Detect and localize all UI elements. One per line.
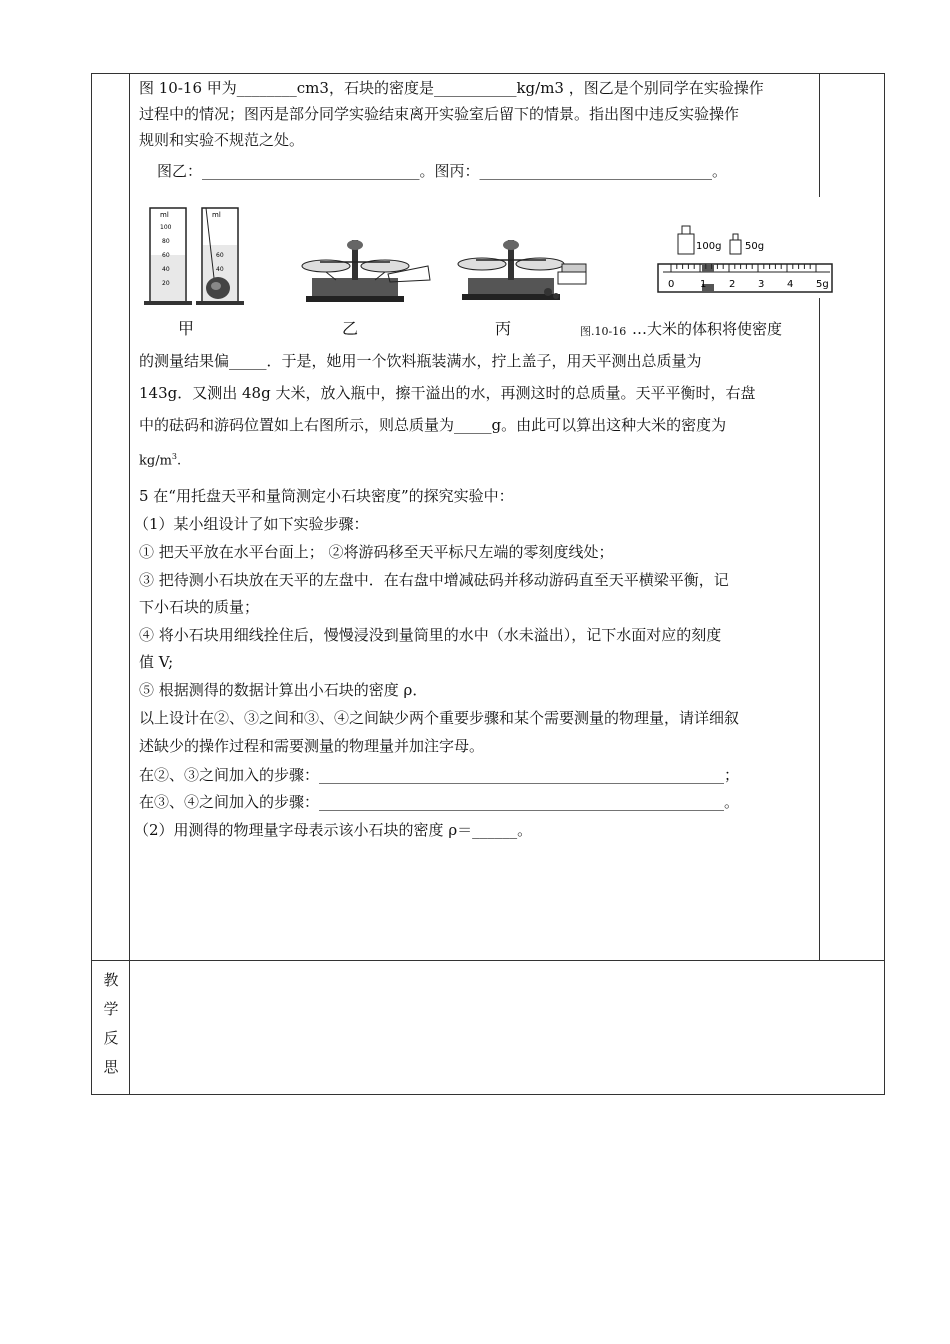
question5-blank-1: 在②、③之间加入的步骤：______________________________________________________； — [139, 766, 740, 784]
weight-50g-label: 50g — [745, 241, 765, 252]
table-bottom-border — [91, 1094, 885, 1095]
question5-step-3a: ③ 把待测小石块放在天平的左盘中．在右盘中增减砝码并移动游码直至天平横梁平衡，记 — [139, 571, 729, 589]
svg-text:60: 60 — [216, 252, 224, 259]
row-divider — [91, 960, 885, 961]
text-line-3: 规则和实验不规范之处。 — [139, 131, 305, 149]
svg-text:100: 100 — [160, 224, 172, 231]
label-bing: 丙 — [495, 319, 512, 338]
svg-text:40: 40 — [216, 266, 224, 273]
table-right-border — [884, 73, 885, 1095]
question5-step-4a: ④ 将小石块用细线拴住后，慢慢浸没到量筒里的水中（水未溢出），记下水面对应的刻度 — [139, 626, 722, 644]
question4-line-3: 143g．又测出 48g 大米，放入瓶中，擦干溢出的水，再测这时的总质量。天平平衡时，右盘 — [139, 384, 756, 402]
svg-text:60: 60 — [162, 252, 170, 259]
svg-text:ml: ml — [212, 211, 221, 219]
table-top-border — [91, 73, 885, 74]
table-left-border — [91, 73, 92, 1095]
svg-text:4: 4 — [787, 279, 794, 290]
question4-line-2: 的测量结果偏_____．于是，她用一个饮料瓶装满水，拧上盖子，用天平测出总质量为 — [139, 352, 702, 370]
svg-text:80: 80 — [162, 238, 170, 245]
question5-step-1-2: ① 把天平放在水平台面上； ②将游码移至天平标尺左端的零刻度线处； — [139, 543, 614, 561]
text-line-2: 过程中的情况；图丙是部分同学实验结束离开实验室后留下的情景。指出图中违反实验操作 — [139, 105, 740, 123]
inner-right-divider-lower — [819, 298, 820, 960]
question5-title: 5 在“用托盘天平和量筒测定小石块密度”的探究实验中： — [139, 487, 514, 505]
question5-part2: （2）用测得的物理量字母表示该小石块的密度 ρ＝______。 — [134, 821, 533, 839]
svg-text:20: 20 — [162, 280, 170, 287]
graduated-cylinder-with-rock — [196, 208, 244, 305]
balance-bing — [458, 240, 586, 300]
weights-and-rider-scale — [658, 226, 832, 292]
question5-step-4b: 值 V; — [139, 653, 174, 671]
question4-line-1-tail: …大米的体积将使密度 — [632, 320, 783, 338]
svg-text:2: 2 — [729, 279, 736, 290]
inner-right-divider — [819, 73, 820, 197]
svg-text:5g: 5g — [816, 279, 829, 290]
cylinder-unit-label: ml — [160, 211, 169, 219]
label-jia: 甲 — [178, 319, 195, 338]
svg-text:1: 1 — [700, 279, 707, 290]
label-yi: 乙 — [342, 319, 359, 338]
question5-step-5: ⑤ 根据测得的数据计算出小石块的密度 ρ． — [139, 681, 428, 699]
figure-caption: 图.10-16 — [580, 325, 627, 338]
table-column-divider — [129, 73, 130, 1095]
svg-text:3: 3 — [758, 279, 765, 290]
balance-yi — [302, 240, 430, 302]
svg-text:0: 0 — [668, 279, 675, 290]
weight-100g-label: 100g — [696, 241, 722, 252]
question5-prompt-2: 述缺少的操作过程和需要测量的物理量并加注字母。 — [139, 737, 485, 755]
question4-line-5: $kg/m^3$. — [139, 452, 182, 469]
question5-blank-2: 在③、④之间加入的步骤：______________________________________________________。 — [139, 793, 740, 811]
question4-line-4: 中的砝码和游码位置如上右图所示，则总质量为_____g。由此可以算出这种大米的密度为 — [139, 416, 727, 434]
svg-text:40: 40 — [162, 266, 170, 273]
text-line-1: 图 10-16 甲为________cm3，石块的密度是___________kg/m3 ，图乙是个别同学在实验操作 — [139, 79, 764, 97]
question5-part1: （1）某小组设计了如下实验步骤： — [134, 515, 369, 533]
question5-step-3b: 下小石块的质量； — [139, 598, 260, 616]
scale-ticks — [671, 264, 816, 272]
graduated-cylinder-a — [144, 208, 192, 305]
teaching-reflection-label: 教 学 反 思 — [103, 971, 119, 1076]
question5-prompt-1: 以上设计在②、③之间和③、④之间缺少两个重要步骤和某个需要测量的物理量，请详细叙 — [139, 709, 740, 727]
answer-line-yi-bing: 图乙：_____________________________。图丙：_______________________________。 — [157, 162, 728, 180]
